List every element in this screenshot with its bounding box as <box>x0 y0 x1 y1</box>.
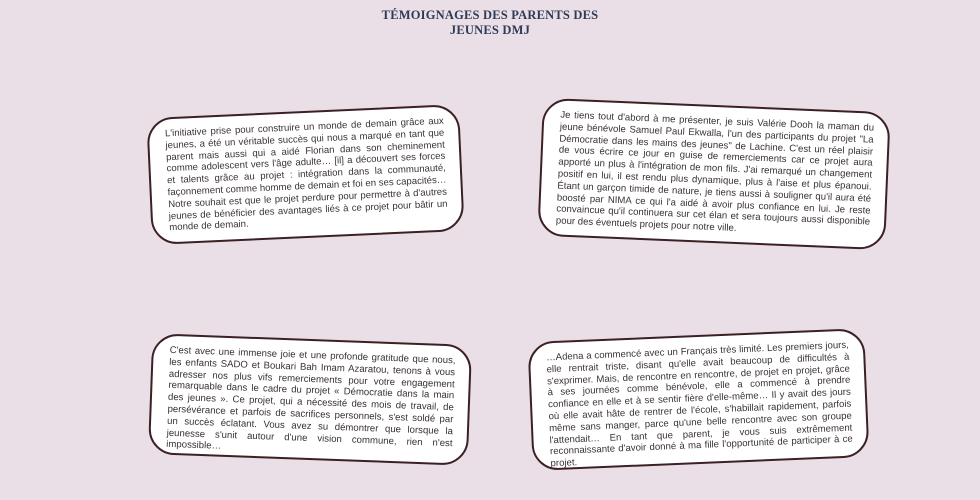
testimonial-card-florian <box>146 104 464 245</box>
testimonial-text: L'initiative prise pour construire un monde de demain grâce aux jeunes, a été un véritable succès qui nous a marqué en tant que parent mais aussi qui a aidé Florian dans son cheminement comme adolescent vers l'âge adulte… [il] a découvert ses forces et talents grâce au projet : intégration dans la communauté, façonnement comme homme de demain et foi en ses capacités…Notre souhait est que le projet perdure pour permettre à d'autres jeunes de bénéficier des avantages liés à ce projet pour bâtir un monde de demain. <box>164 115 448 234</box>
page-title-line-1: TÉMOIGNAGES DES PARENTS DES <box>381 8 599 22</box>
testimonial-card-sado <box>148 333 472 466</box>
testimonial-card-adena <box>527 328 869 471</box>
page-title-line-2: JEUNES DMJ <box>449 23 531 37</box>
testimonial-card-valerie <box>537 98 890 250</box>
page-title <box>0 8 980 38</box>
testimonial-text: C'est avec une immense joie et une profonde gratitude que nous, les enfants SADO et Boukari Bah Imam Azaratou, tenons à vous adresser nos plus vifs remerciements pour votre engagement remarquable dans le cadre du projet « Démocratie dans la main des jeunes ». Ce projet, qui a nécessité des mois de travail, de persévérance et parfois de sacrifices personnels, s'est soldé par un succès éclatant. Vous avez su démontrer que lorsque la jeunesse s'unit autour d'une vision commune, rien n'est impossible… <box>166 344 456 453</box>
testimonial-text: Je tiens tout d'abord à me présenter, je suis Valérie Dooh la maman du jeune bénévole Samuel Paul Ekwalla, l'un des participants du projet "La Démocratie dans les mains des jeunes" de Lachine. C'est un réel plaisir de vous écrire ce jour en guise de remerciements car ce projet aura apporté un plus à l'intégration de mon fils. J'ai remarqué un changement positif en lui, il est rendu plus dynamique, plus à l'aise et plus épanoui. Étant un garçon timide de nature, je tiens aussi à souligner qu'il aura été boosté par NIMA ce qui l'a aidé à avoir plus confiance en lui. Je reste convaincue qu'il continuera sur cet élan et sera toujours aussi disponible pour des éventuels projets pour notre ville. <box>555 109 875 235</box>
testimonial-text: …Adena a commencé avec un Français très limité. Les premiers jours, elle rentrait triste, disant qu'elle avait beaucoup de difficultés à s'exprimer. Mais, de rencontre en rencontre, de projet en projet, grâce à ses journées comme bénévole, elle a commencé à prendre confiance en elle et à se sentir fière d'elle-même… Il y avait des jours où elle avait hâte de rentrer de l'école, s'habillait rapidement, parfois même sans manger, parce qu'une belle rencontre avec son groupe l'attendait… En tant que parent, je vous suis extrêmement reconnaissante d'avoir donné à ma fille l'opportunité de participer à ce projet. <box>545 339 854 470</box>
